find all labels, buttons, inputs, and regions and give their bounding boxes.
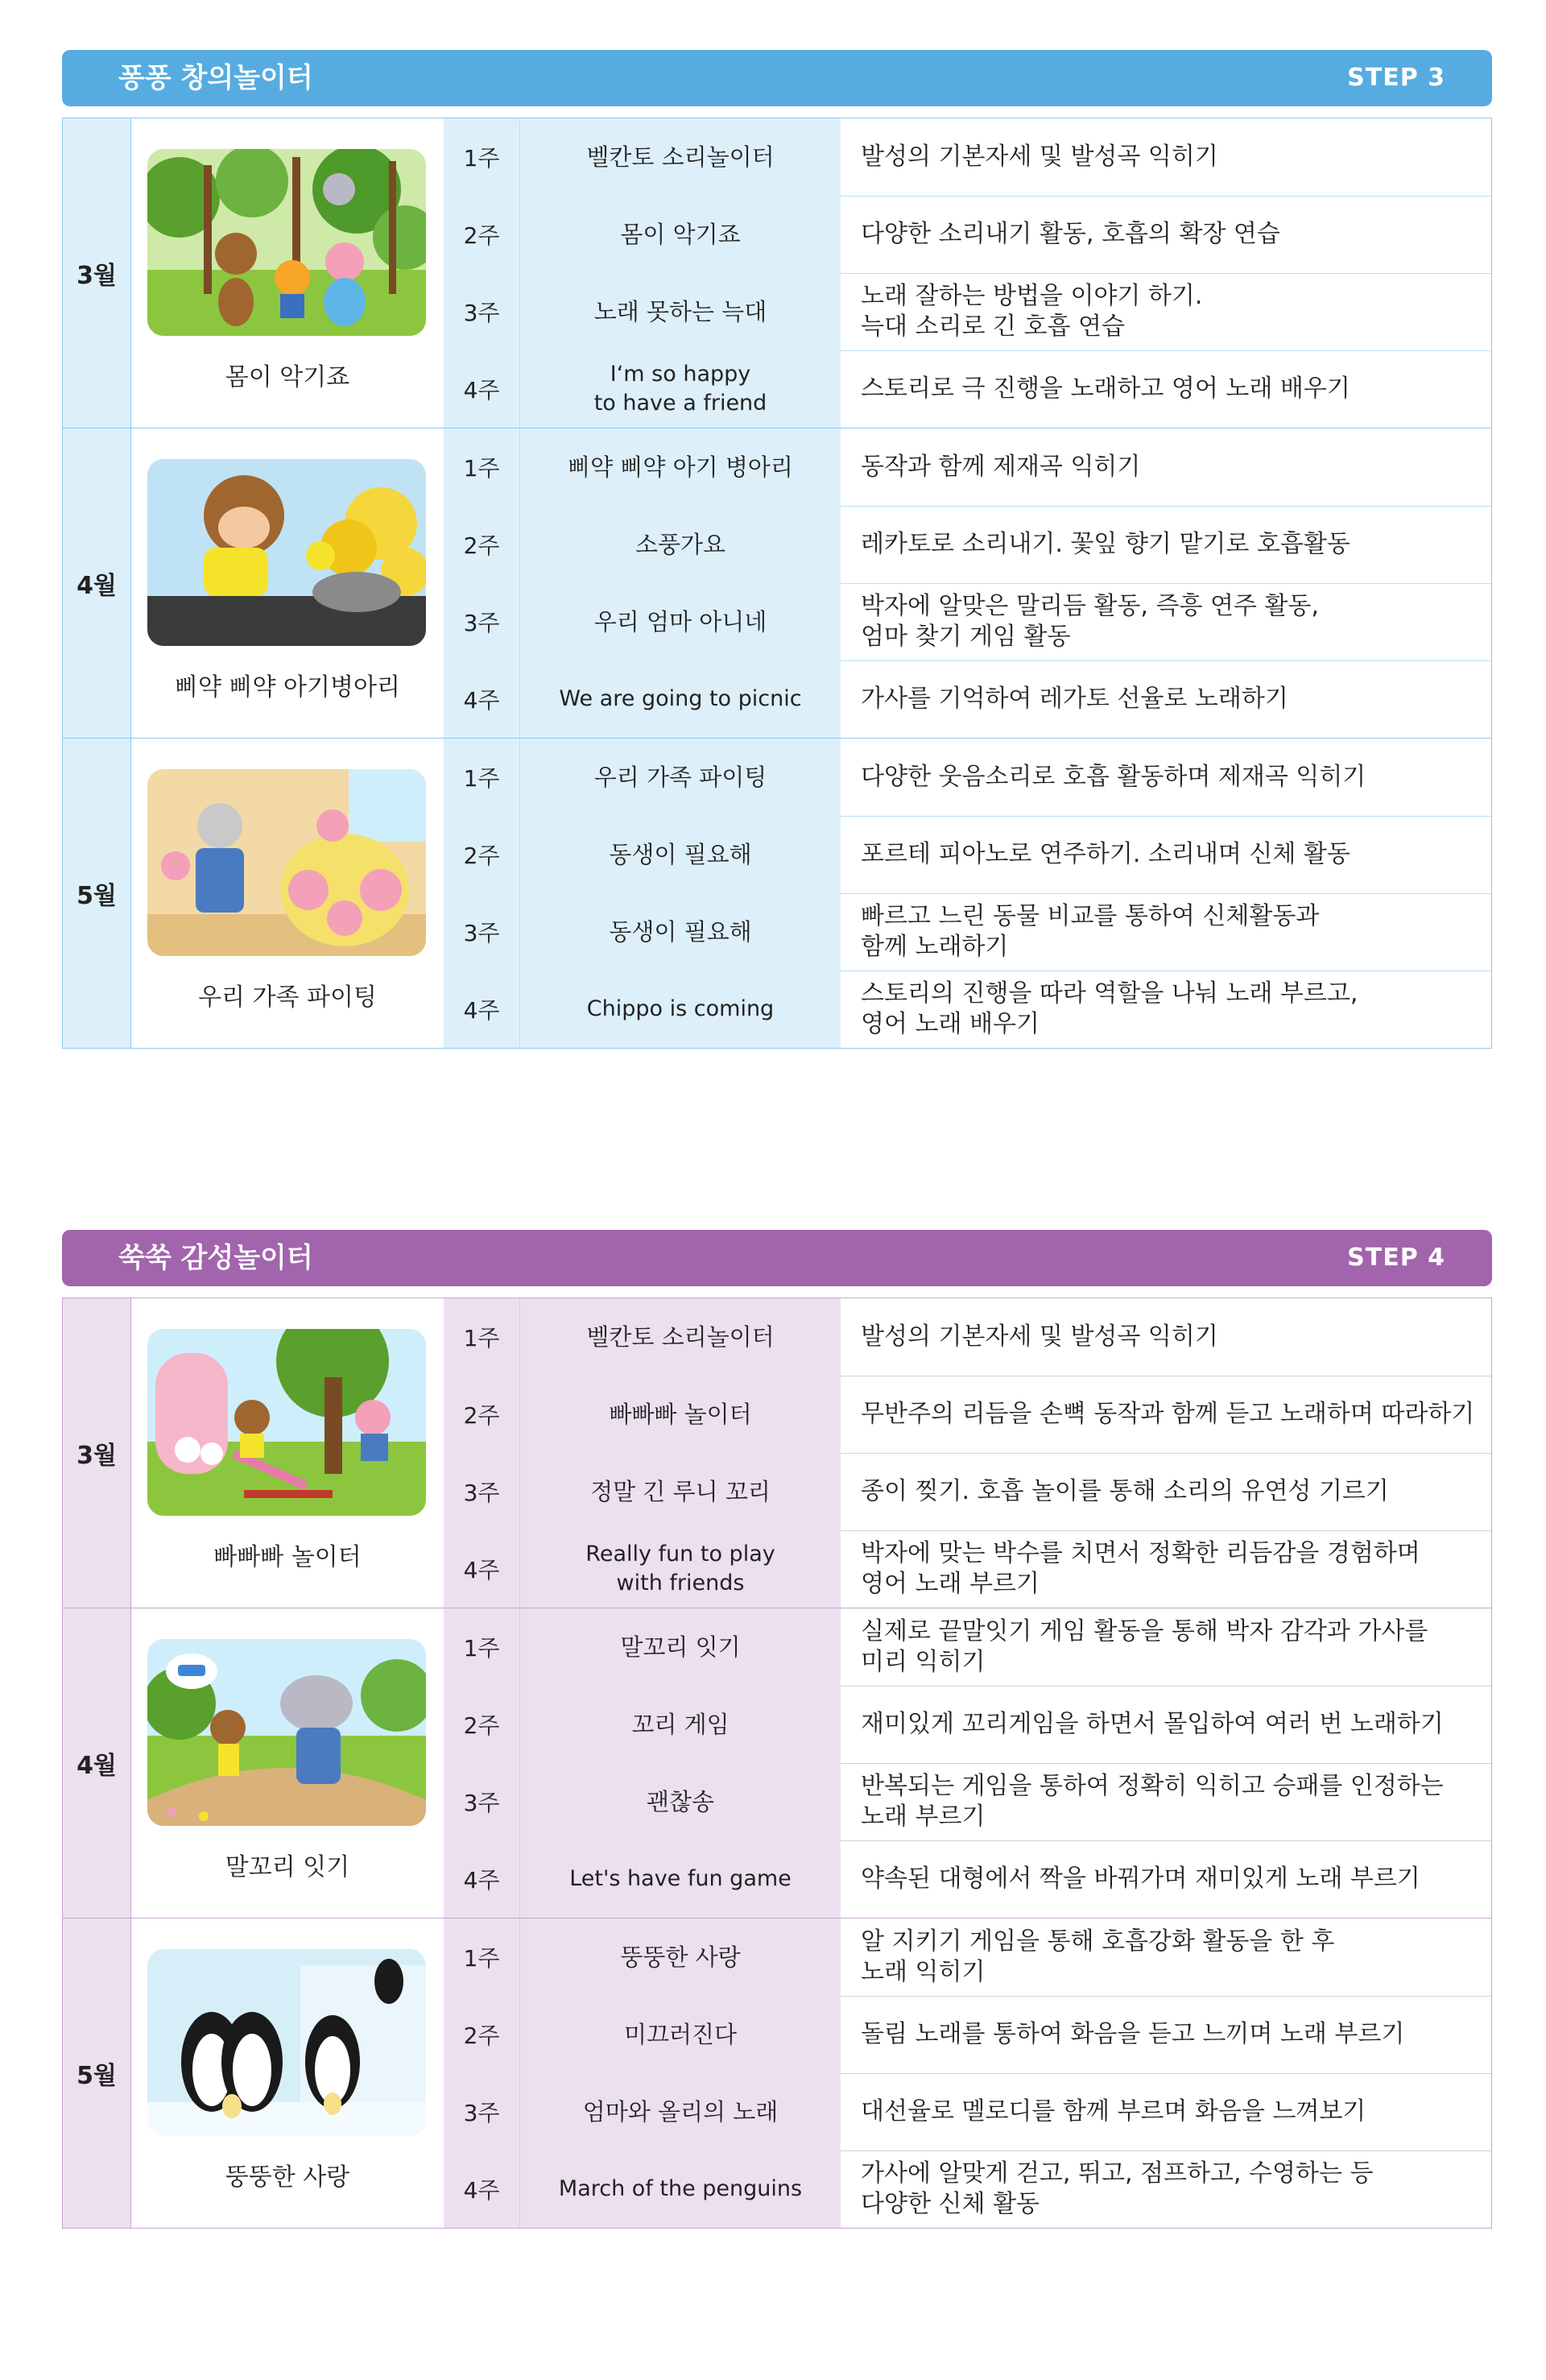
song-cell: 몸이 악기죠: [520, 196, 841, 273]
song-cell: 벨칸토 소리놀이터: [520, 118, 841, 196]
illustration-cell: [131, 739, 444, 1048]
month-block-march: [62, 118, 1492, 428]
desc-cell: 가사를 기억하여 레가토 선율로 노래하기: [861, 685, 1288, 713]
monkey-forest-illustration-icon: [147, 149, 426, 336]
desc-cell: 발성의 기본자세 및 발성곡 익히기: [861, 143, 1218, 171]
song-cell: 동생이 필요해: [520, 816, 841, 893]
table-row: [444, 273, 1491, 351]
song-cell: March of the penguins: [520, 2150, 841, 2228]
week-cell: 1주: [444, 1608, 520, 1686]
section-step4: [62, 1230, 1492, 2218]
song-cell: 정말 긴 루니 꼬리: [520, 1453, 841, 1530]
month-label: 4월: [63, 428, 131, 738]
monkey-chick-illustration-icon: [147, 459, 426, 646]
desc-cell: 스토리로 극 진행을 노래하고 영어 노래 배우기: [861, 375, 1350, 403]
desc-cell: 다양한 웃음소리로 호흡 활동하며 제재곡 익히기: [861, 763, 1366, 791]
table-row: [444, 1686, 1491, 1764]
desc-cell: 종이 찢기. 호흡 놀이를 통해 소리의 유연성 기르기: [861, 1477, 1389, 1505]
song-cell: I‘m so happy to have a friend: [520, 350, 841, 428]
week-cell: 4주: [444, 1530, 520, 1608]
song-cell: 소풍가요: [520, 506, 841, 583]
illustration-cell: [131, 1918, 444, 2228]
song-cell: 꼬리 게임: [520, 1686, 841, 1763]
song-cell: 뚱뚱한 사랑: [520, 1918, 841, 1996]
week-cell: 2주: [444, 1376, 520, 1453]
illustration-caption: 몸이 악기죠: [225, 363, 350, 391]
desc-cell: 레카토로 소리내기. 꽃잎 향기 맡기로 호흡활동: [861, 530, 1350, 558]
table-row: [444, 893, 1491, 971]
table-row: [444, 660, 1491, 738]
table-row: [444, 816, 1491, 894]
desc-cell: 알 지키기 게임을 통해 호흡강화 활동을 한 후 노래 익히기: [861, 1927, 1335, 1986]
song-cell: Let's have fun game: [520, 1840, 841, 1918]
desc-cell: 반복되는 게임을 통하여 정확히 익히고 승패를 인정하는 노래 부르기: [861, 1772, 1444, 1831]
section-header: [62, 50, 1492, 106]
week-cell: 4주: [444, 2150, 520, 2228]
month-block-may: [62, 1918, 1492, 2229]
table-row: [444, 506, 1491, 584]
week-cell: 1주: [444, 428, 520, 506]
monkey-elephant-illustration-icon: [147, 1639, 426, 1826]
table-row: [444, 1608, 1491, 1687]
desc-cell: 다양한 소리내기 활동, 호흡의 확장 연습: [861, 220, 1280, 248]
week-cell: 2주: [444, 1686, 520, 1763]
table-row: [444, 739, 1491, 817]
desc-cell: 스토리의 진행을 따라 역할을 나눠 노래 부르고, 영어 노래 배우기: [861, 979, 1358, 1038]
table-row: [444, 118, 1491, 197]
song-cell: 동생이 필요해: [520, 893, 841, 971]
section-title: 퐁퐁 창의놀이터: [118, 62, 313, 94]
desc-cell: 박자에 맞는 박수를 치면서 정확한 리듬감을 경험하며 영어 노래 부르기: [861, 1539, 1420, 1598]
song-cell: 벨칸토 소리놀이터: [520, 1298, 841, 1376]
desc-cell: 가사에 알맞게 걷고, 뛰고, 점프하고, 수영하는 등 다양한 신체 활동: [861, 2159, 1374, 2218]
song-cell: Chippo is coming: [520, 971, 841, 1048]
section-title: 쑥쑥 감성놀이터: [118, 1242, 313, 1274]
desc-cell: 무반주의 리듬을 손뼉 동작과 함께 듣고 노래하며 따라하기: [861, 1400, 1475, 1428]
section-header: [62, 1230, 1492, 1286]
week-cell: 3주: [444, 1763, 520, 1840]
song-cell: 엄마와 올리의 노래: [520, 2073, 841, 2150]
week-cell: 4주: [444, 350, 520, 428]
week-cell: 2주: [444, 506, 520, 583]
table-row: [444, 583, 1491, 661]
song-cell: 미끄러진다: [520, 1996, 841, 2073]
illustration-caption: 우리 가족 파이팅: [198, 983, 377, 1012]
desc-cell: 실제로 끝말잇기 게임 활동을 통해 박자 감각과 가사를 미리 익히기: [861, 1617, 1428, 1676]
illustration-caption: 뚱뚱한 사랑: [225, 2163, 350, 2192]
week-cell: 2주: [444, 196, 520, 273]
desc-cell: 동작과 함께 제재곡 익히기: [861, 453, 1141, 481]
table-row: [444, 196, 1491, 274]
illustration-cell: [131, 1608, 444, 1918]
week-cell: 4주: [444, 1840, 520, 1918]
song-cell: We are going to picnic: [520, 660, 841, 738]
song-cell: 우리 가족 파이팅: [520, 739, 841, 816]
month-block-may: [62, 738, 1492, 1049]
week-cell: 2주: [444, 1996, 520, 2073]
week-cell: 1주: [444, 739, 520, 816]
section-step3: [62, 50, 1492, 1038]
week-cell: 1주: [444, 118, 520, 196]
song-cell: 노래 못하는 늑대: [520, 273, 841, 350]
month-block-march: [62, 1298, 1492, 1608]
song-cell: 우리 엄마 아니네: [520, 583, 841, 660]
illustration-cell: [131, 428, 444, 738]
desc-cell: 약속된 대형에서 짝을 바꿔가며 재미있게 노래 부르기: [861, 1865, 1420, 1893]
desc-cell: 노래 잘하는 방법을 이야기 하기. 늑대 소리로 긴 호흡 연습: [861, 282, 1203, 341]
table-row: [444, 2150, 1491, 2228]
desc-cell: 포르테 피아노로 연주하기. 소리내며 신체 활동: [861, 840, 1350, 868]
desc-cell: 돌림 노래를 통하여 화음을 듣고 느끼며 노래 부르기: [861, 2020, 1405, 2048]
song-cell: 삐약 삐약 아기 병아리: [520, 428, 841, 506]
week-cell: 4주: [444, 971, 520, 1048]
step-label: STEP 4: [1347, 1244, 1445, 1272]
week-cell: 3주: [444, 2073, 520, 2150]
illustration-caption: 말꼬리 잇기: [225, 1853, 350, 1881]
song-cell: 괜찮송: [520, 1763, 841, 1840]
illustration-cell: [131, 1298, 444, 1608]
month-label: 3월: [63, 1298, 131, 1608]
month-label: 5월: [63, 1918, 131, 2228]
song-cell: 말꼬리 잇기: [520, 1608, 841, 1686]
desc-cell: 박자에 알맞은 말리듬 활동, 즉흥 연주 활동, 엄마 찾기 게임 활동: [861, 592, 1319, 651]
table-row: [444, 971, 1491, 1048]
month-label: 4월: [63, 1608, 131, 1918]
week-cell: 3주: [444, 893, 520, 971]
table-row: [444, 2073, 1491, 2151]
desc-cell: 대선율로 멜로디를 함께 부르며 화음을 느껴보기: [861, 2097, 1366, 2125]
playground-illustration-icon: [147, 1329, 426, 1516]
week-cell: 3주: [444, 583, 520, 660]
table-row: [444, 1918, 1491, 1997]
desc-cell: 빠르고 느린 동물 비교를 통하여 신체활동과 함께 노래하기: [861, 902, 1320, 961]
table-row: [444, 1996, 1491, 2074]
month-label: 3월: [63, 118, 131, 428]
table-row: [444, 350, 1491, 428]
table-row: [444, 1298, 1491, 1376]
month-label: 5월: [63, 739, 131, 1048]
desc-cell: 재미있게 꼬리게임을 하면서 몰입하여 여러 번 노래하기: [861, 1710, 1444, 1738]
week-cell: 3주: [444, 273, 520, 350]
month-block-april: [62, 1608, 1492, 1918]
week-cell: 4주: [444, 660, 520, 738]
month-block-april: [62, 428, 1492, 739]
table-row: [444, 1453, 1491, 1531]
week-cell: 3주: [444, 1453, 520, 1530]
song-cell: Really fun to play with friends: [520, 1530, 841, 1608]
penguins-illustration-icon: [147, 1949, 426, 2136]
week-cell: 1주: [444, 1918, 520, 1996]
week-cell: 1주: [444, 1298, 520, 1376]
illustration-cell: [131, 118, 444, 428]
table-row: [444, 428, 1491, 507]
table-row: [444, 1376, 1491, 1454]
table-row: [444, 1763, 1491, 1841]
family-illustration-icon: [147, 769, 426, 956]
song-cell: 빠빠빠 놀이터: [520, 1376, 841, 1453]
table-row: [444, 1530, 1491, 1608]
week-cell: 2주: [444, 816, 520, 893]
step-label: STEP 3: [1347, 64, 1445, 92]
desc-cell: 발성의 기본자세 및 발성곡 익히기: [861, 1322, 1218, 1351]
table-row: [444, 1840, 1491, 1918]
illustration-caption: 빠빠빠 놀이터: [213, 1543, 362, 1571]
illustration-caption: 삐약 삐약 아기병아리: [175, 673, 400, 702]
